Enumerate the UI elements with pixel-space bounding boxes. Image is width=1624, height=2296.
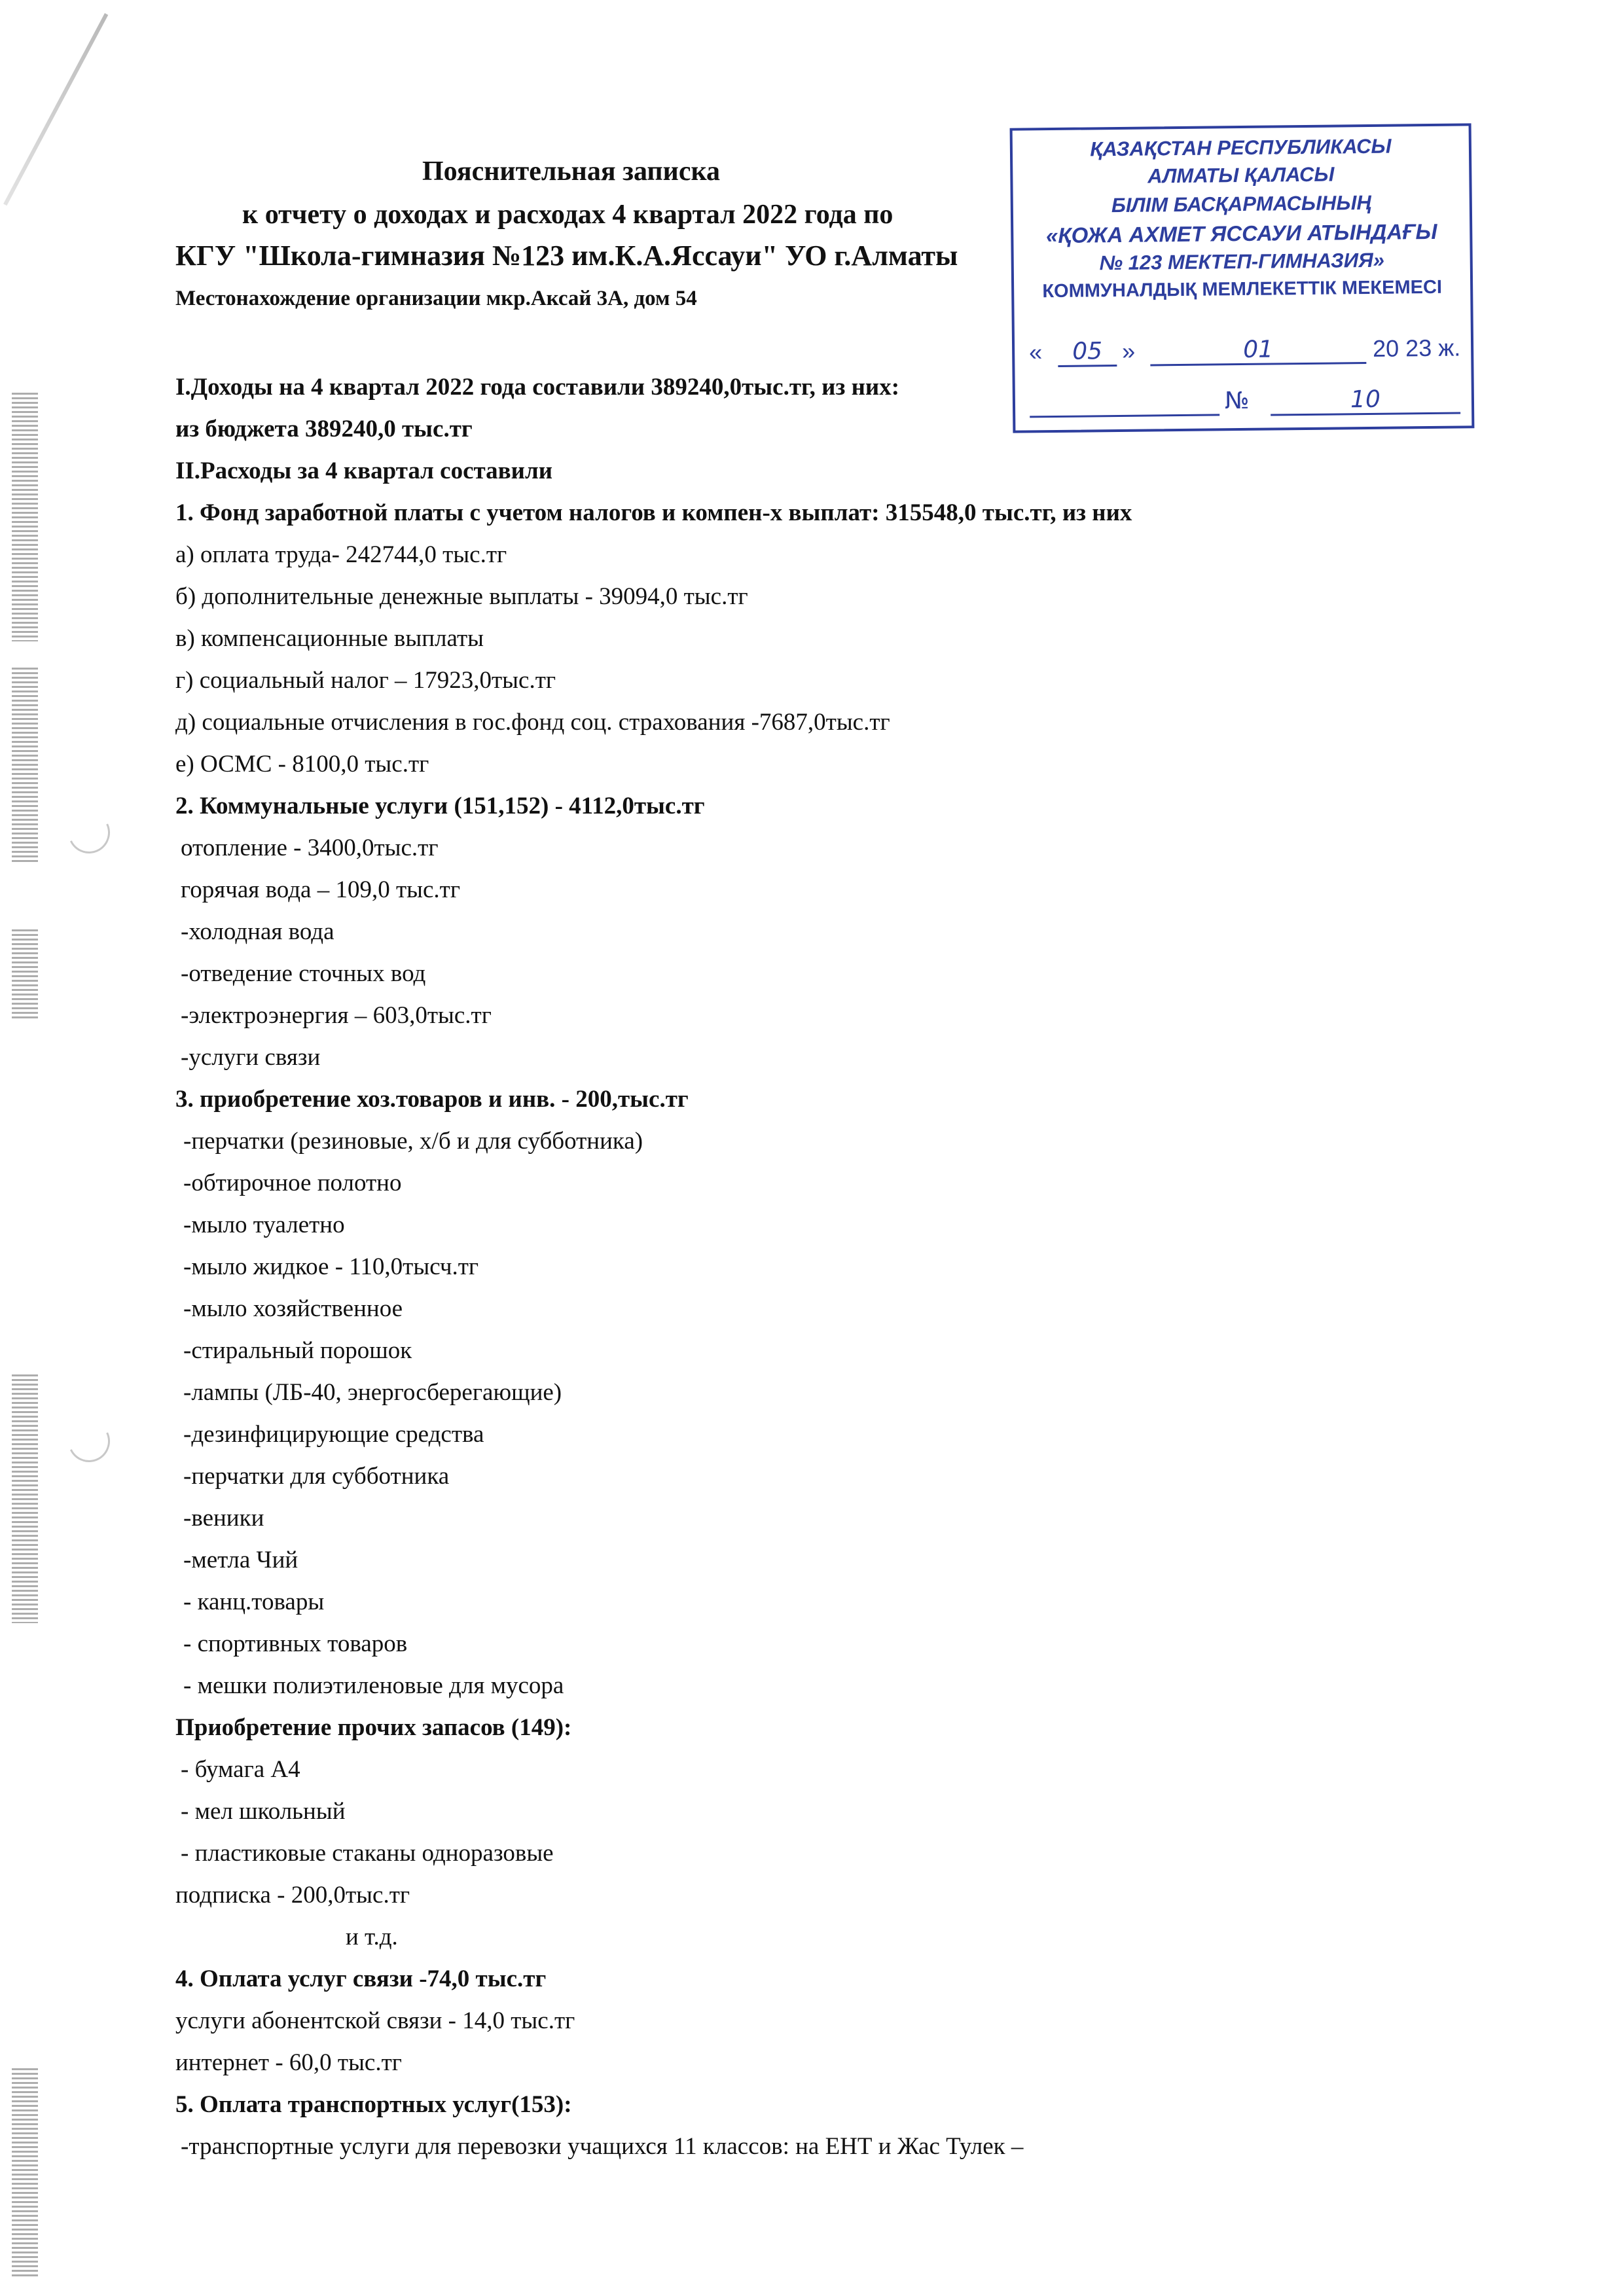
stamp-line: КОММУНАЛДЫҚ МЕМЛЕКЕТТІК МЕКЕМЕСІ (1042, 276, 1443, 302)
report-line: -электроэнергия – 603,0тыс.тг (181, 1002, 492, 1029)
section-heading: I.Доходы на 4 квартал 2022 года составили 389240,0тыс.тг, из них: (175, 374, 900, 401)
report-line: - канц.товары (183, 1588, 325, 1615)
stamp-day: 05 (1058, 338, 1117, 367)
section-heading: 3. приобретение хоз.товаров и инв. - 200,тыс.тг (175, 1086, 689, 1113)
stamp-line: БІЛІМ БАСҚАРМАСЫНЫҢ (1111, 190, 1371, 217)
report-body (175, 367, 1452, 2168)
report-line: -дезинфицирующие средства (183, 1421, 484, 1448)
report-line: -холодная вода (181, 918, 334, 945)
section-heading: II.Расходы за 4 квартал составили (175, 457, 553, 484)
report-line: - бумага А4 (181, 1756, 300, 1783)
report-line: -метла Чий (183, 1547, 298, 1573)
scan-streak (3, 13, 108, 206)
report-line: -лампы (ЛБ-40, энергосберегающие) (183, 1379, 562, 1406)
report-line: отопление - 3400,0тыс.тг (181, 834, 439, 861)
report-line: в) компенсационные выплаты (175, 625, 484, 652)
report-line: услуги абонентской связи - 14,0 тыс.тг (175, 2007, 575, 2034)
section-heading: 4. Оплата услуг связи -74,0 тыс.тг (175, 1965, 547, 1992)
report-line: а) оплата труда- 242744,0 тыс.тг (175, 541, 507, 568)
report-line: г) социальный налог – 17923,0тыс.тг (175, 667, 556, 694)
stamp-number-value: 10 (1271, 386, 1460, 416)
stamp-month: 01 (1150, 335, 1366, 366)
stamp-quote-close: » (1121, 337, 1136, 365)
stamp-number-sign: № (1224, 387, 1250, 415)
section-heading: из бюджета 389240,0 тыс.тг (175, 416, 473, 442)
report-line: -мыло туалетно (183, 1211, 345, 1238)
report-line: - пластиковые стаканы одноразовые (181, 1840, 554, 1867)
scan-edge-marks (12, 393, 51, 2029)
report-line: -мыло хозяйственное (183, 1295, 403, 1322)
report-line: -веники (183, 1505, 264, 1532)
stamp-line: «ҚОЖА АХМЕТ ЯССАУИ АТЫНДАҒЫ (1045, 219, 1437, 248)
report-line: - спортивных товаров (183, 1630, 408, 1657)
document-subtitle: к отчету о доходах и расходах 4 квартал 2022 года по (242, 200, 893, 230)
report-line: -транспортные услуги для перевозки учащихся 11 классов: на ЕНТ и Жас Тулек – (181, 2133, 1024, 2160)
report-line: -отведение сточных вод (181, 960, 426, 987)
report-line: д) социальные отчисления в гос.фонд соц. страхования -7687,0тыс.тг (175, 709, 890, 736)
organization-location: Местонахождение организации мкр.Аксай 3А, дом 54 (175, 287, 697, 310)
report-line: - мел школьный (181, 1798, 346, 1825)
report-line: -мыло жидкое - 110,0тысч.тг (183, 1253, 479, 1280)
section-heading: 1. Фонд заработной платы с учетом налогов и компен-х выплат: 315548,0 тыс.тг, из них (175, 499, 1132, 526)
report-line: б) дополнительные денежные выплаты - 39094,0 тыс.тг (175, 583, 748, 610)
report-line: -услуги связи (181, 1044, 321, 1071)
stamp-date (1029, 334, 1461, 372)
report-line: горячая вода – 109,0 тыс.тг (181, 876, 461, 903)
stamp-line: АЛМАТЫ ҚАЛАСЫ (1147, 162, 1335, 188)
stamp-line: ҚАЗАҚСТАН РЕСПУБЛИКАСЫ (1090, 134, 1392, 161)
report-line: -стиральный порошок (183, 1337, 412, 1364)
report-line: подписка - 200,0тыс.тг (175, 1882, 410, 1909)
punch-hole (62, 1414, 116, 1468)
stamp-line: № 123 МЕКТЕП-ГИМНАЗИЯ» (1099, 248, 1385, 275)
punch-hole (62, 806, 116, 859)
section-heading: 5. Оплата транспортных услуг(153): (175, 2091, 572, 2118)
document-title: Пояснительная записка (422, 156, 721, 187)
report-line: интернет - 60,0 тыс.тг (175, 2049, 402, 2076)
report-line: -перчатки (резиновые, х/б и для субботника) (183, 1128, 643, 1155)
report-line: и т.д. (346, 1924, 398, 1950)
report-line: - мешки полиэтиленовые для мусора (183, 1672, 564, 1699)
report-line: -перчатки для субботника (183, 1463, 450, 1490)
report-line: -обтирочное полотно (183, 1170, 402, 1196)
section-heading: Приобретение прочих запасов (149): (175, 1714, 572, 1741)
stamp-quote-open: « (1028, 338, 1043, 366)
section-heading: 2. Коммунальные услуги (151,152) - 4112,0тыс.тг (175, 793, 705, 819)
report-line: е) ОСМС - 8100,0 тыс.тг (175, 751, 429, 778)
organization-name: КГУ "Школа-гимназия №123 им.К.А.Яссауи" УО г.Алматы (175, 240, 958, 272)
stamp-year: 20 23 ж. (1372, 334, 1461, 362)
